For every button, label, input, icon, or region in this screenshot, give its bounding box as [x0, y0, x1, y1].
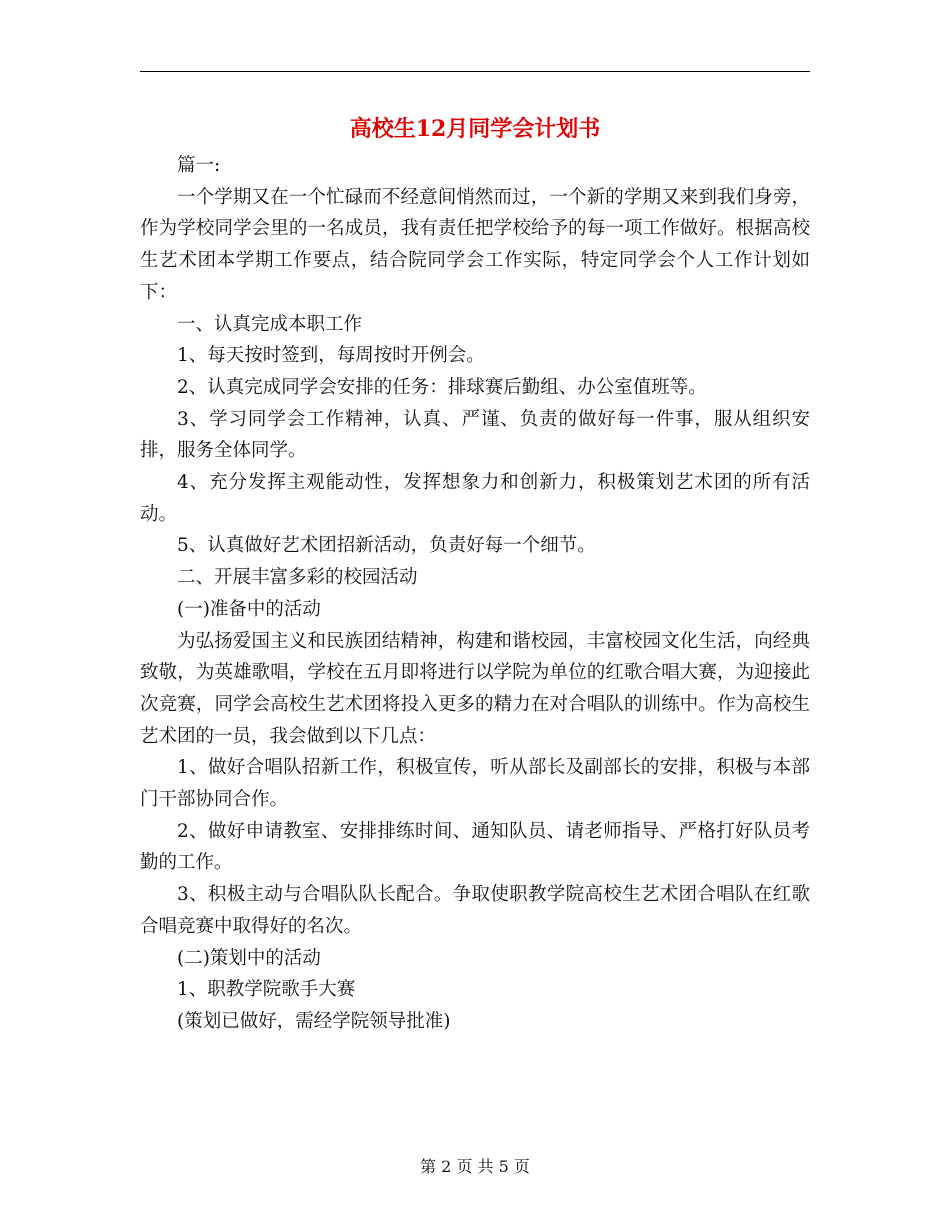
paragraph: (一)准备中的活动 — [177, 598, 321, 620]
document-title: 高校生12月同学会计划书 — [349, 116, 601, 142]
paragraph: 3、学习同学会工作精神，认真、严谨、负责的做好每一件事，服从组织安排，服务全体同学。 — [140, 408, 810, 462]
paragraph: 4、充分发挥主观能动性，发挥想象力和创新力，积极策划艺术团的所有活动。 — [140, 472, 810, 525]
paragraph: 5、认真做好艺术团招新活动，负责好每一个细节。 — [177, 535, 596, 557]
paragraph: 一个学期又在一个忙碌而不经意间悄然而过，一个新的学期又来到我们身旁，作为学校同学会里的一名成员，我有责任把学校给予的每一项工作做好。根据高校生艺术团本学期工作要点，结合院同学会工作实际，特定同学会个人工作计划如下： — [140, 186, 810, 303]
header-rule — [140, 71, 810, 72]
paragraph: 2、做好申请教室、安排排练时间、通知队员、请老师指导、严格打好队员考勤的工作。 — [140, 820, 810, 874]
paragraph: 一、认真完成本职工作 — [177, 313, 363, 335]
page-number-footer: 第 2 页 共 5 页 — [420, 1157, 530, 1176]
paragraph: 1、做好合唱队招新工作，积极宣传，听从部长及副部长的安排，积极与本部门干部协同合作。 — [140, 757, 810, 811]
paragraph: 2、认真完成同学会安排的任务：排球赛后勤组、办公室值班等。 — [177, 376, 707, 398]
document-body — [140, 150, 810, 1038]
paragraph: 1、职教学院歌手大赛 — [177, 979, 356, 1001]
paragraph: 二、开展丰富多彩的校园活动 — [177, 567, 418, 589]
paragraph: 篇一: — [177, 155, 221, 176]
paragraph: (二)策划中的活动 — [177, 947, 321, 969]
paragraph: (策划已做好，需经学院领导批准) — [177, 1010, 451, 1032]
paragraph: 3、积极主动与合唱队队长配合。争取使职教学院高校生艺术团合唱队在红歌合唱竞赛中取得好的名次。 — [140, 884, 810, 937]
paragraph: 为弘扬爱国主义和民族团结精神，构建和谐校园，丰富校园文化生活，向经典致敬，为英雄歌唱，学校在五月即将进行以学院为单位的红歌合唱大赛，为迎接此次竞赛，同学会高校生艺术团将投入更多的精力在对合唱队的训练中。作为高校生艺术团的一员，我会做到以下几点： — [140, 630, 810, 747]
paragraph: 1、每天按时签到，每周按时开例会。 — [177, 345, 485, 367]
